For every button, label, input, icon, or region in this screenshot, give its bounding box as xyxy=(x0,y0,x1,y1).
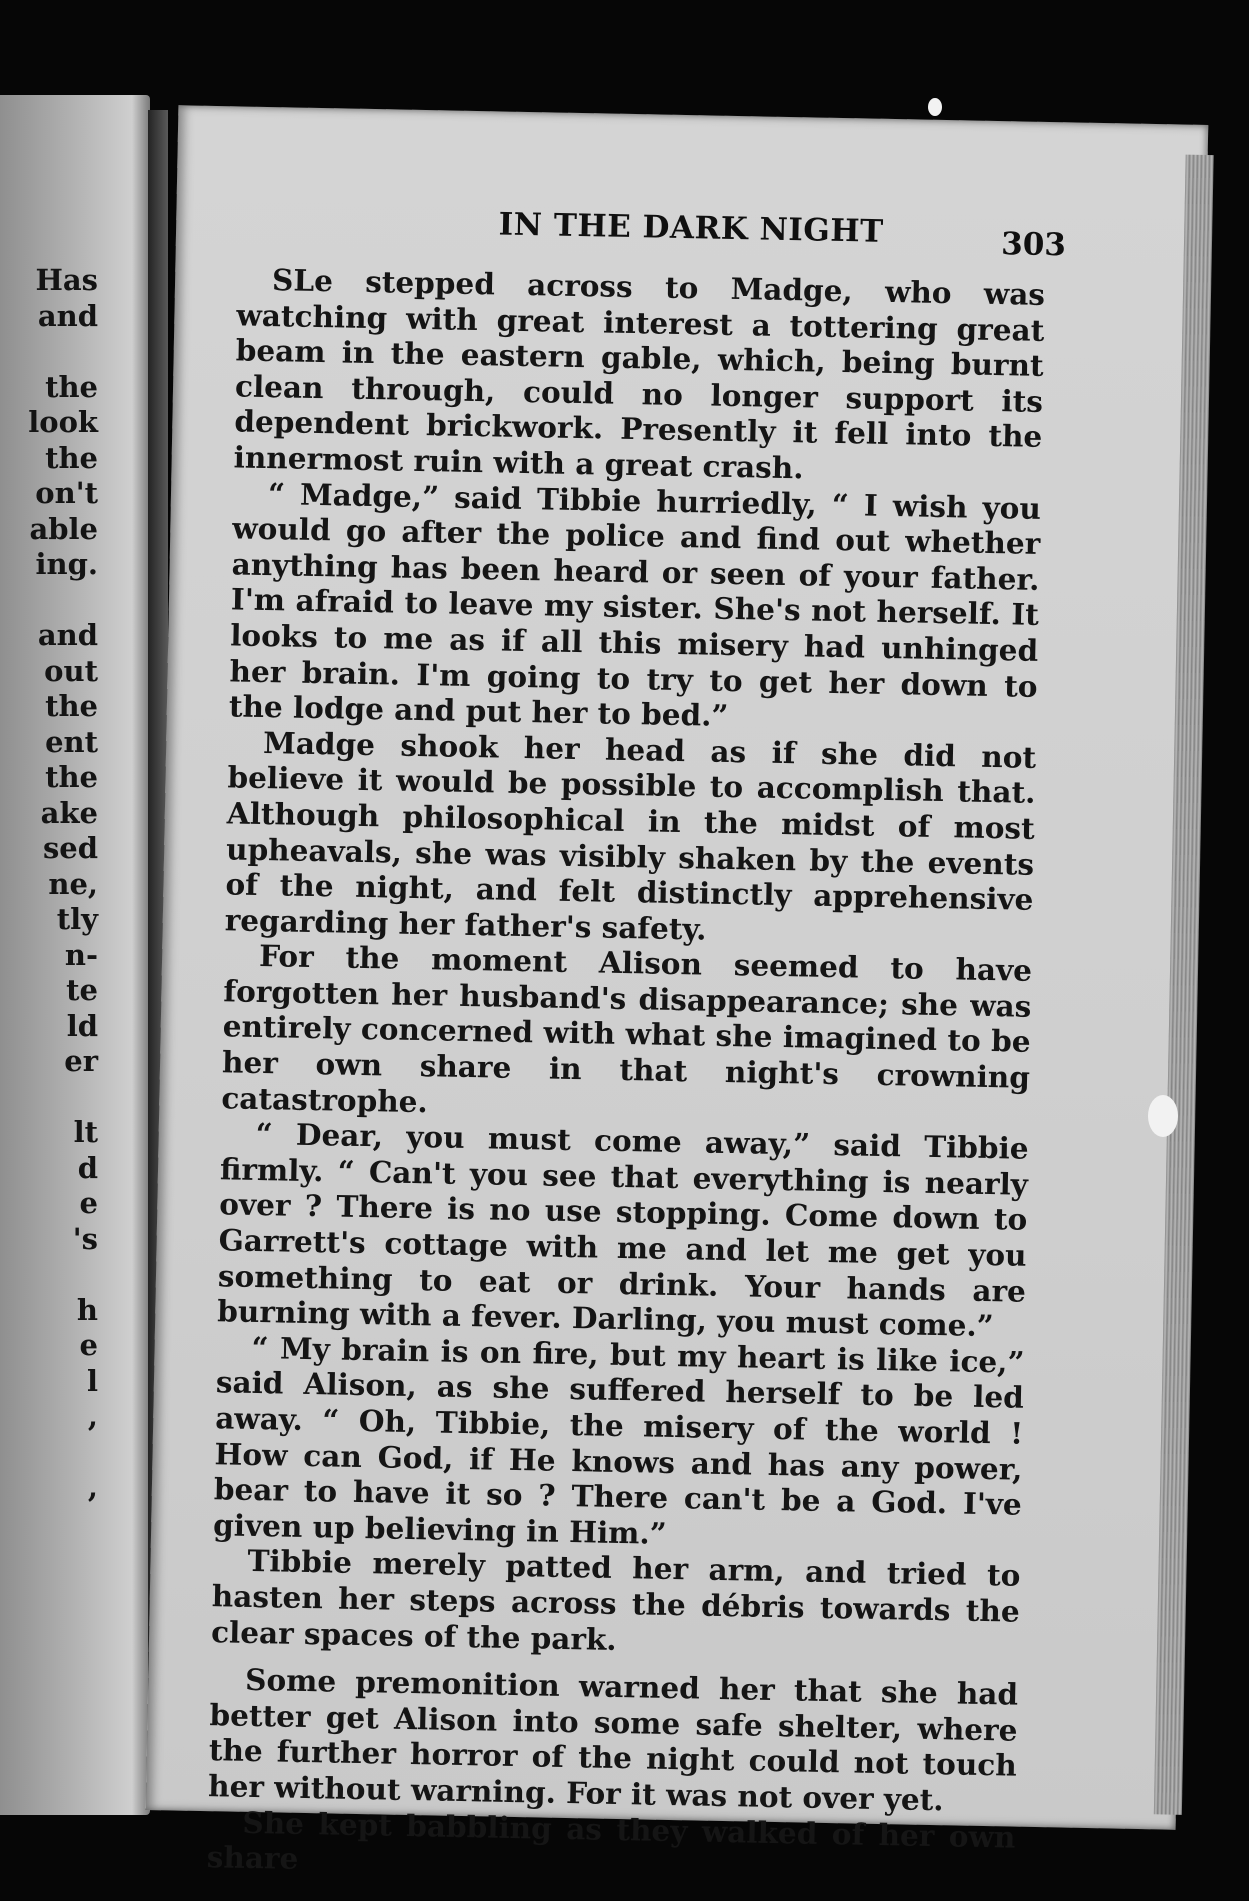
left-page-fragment: out xyxy=(44,653,98,688)
left-page-fragment: the xyxy=(45,369,98,404)
left-page-fragment xyxy=(28,1435,98,1471)
paragraph: “ My brain is on fire, but my heart is like ice,” said Alison, as she suffered herself to be led away. “ Oh, Tibbie, the misery of the world ! How can God, if He knows and has any power, bear to have it so ? There can't be a God. I've given up believing in Him.” xyxy=(212,1329,1025,1551)
left-page-fragment: , xyxy=(87,1399,98,1433)
left-page-fragment: h xyxy=(76,1292,98,1327)
paragraph: She kept babbling as they walked of her own share xyxy=(206,1804,1016,1877)
left-page-fragment: ing. xyxy=(35,547,98,581)
left-page-fragment xyxy=(28,334,98,370)
left-page-fragment: the xyxy=(45,440,98,475)
left-page-fragment: d xyxy=(77,1150,98,1185)
paragraph: For the moment Alison seemed to have forgotten her husband's disappearance; she was entirely concerned with what she imagined to be her own share in that night's crowning catastrophe. xyxy=(221,938,1033,1119)
left-page-fragment: on't xyxy=(35,476,98,510)
dust-spot xyxy=(1148,1095,1178,1137)
left-page-fragment: sed xyxy=(42,831,98,865)
left-page-fragment: the xyxy=(45,760,98,794)
left-page-fragment: te xyxy=(66,973,98,1007)
left-page xyxy=(0,95,150,1815)
page-edge xyxy=(1154,155,1214,1815)
left-page-fragment: ld xyxy=(66,1008,98,1043)
left-page-fragment: n- xyxy=(64,937,98,972)
left-page-fragments xyxy=(28,263,98,1506)
dust-spot xyxy=(928,98,942,116)
left-page-fragment: ne, xyxy=(48,866,98,901)
left-page-fragment: 's xyxy=(72,1221,98,1256)
paragraph: “ Madge,” said Tibbie hurriedly, “ I wish you would go after the police and find out whether anything has been heard or seen of your father. I'm afraid to leave my sister. She's not herself. It looks to me as if all this misery had unhinged her brain. I'm going to try to get her down to the lodge and put her to bed.” xyxy=(228,475,1042,734)
left-page-fragment: ent xyxy=(45,724,98,759)
left-page-fragment: e xyxy=(79,1328,98,1362)
paragraph: Some premonition warned her that she had better get Alison into some safe shelter, where the further horror of the night could not touch her without warning. For it was not over yet. xyxy=(207,1662,1019,1818)
left-page-fragment: and xyxy=(37,298,98,333)
paragraph: Tibbie merely patted her arm, and tried to hasten her steps across the débris towards the clear spaces of the park. xyxy=(210,1543,1021,1657)
left-page-fragment: , xyxy=(87,1470,98,1504)
left-page-fragment: e xyxy=(79,1186,98,1220)
left-page-fragment: Has xyxy=(35,263,98,297)
left-page-fragment: able xyxy=(29,511,98,546)
left-page-fragment: l xyxy=(86,1363,98,1398)
left-page-fragment: look xyxy=(28,405,98,439)
running-head: IN THE DARK NIGHT xyxy=(498,206,885,250)
left-page-fragment: ake xyxy=(40,795,98,830)
left-page-fragment: the xyxy=(45,689,98,723)
page-number: 303 xyxy=(1000,226,1067,264)
left-page-fragment: and xyxy=(37,618,98,652)
left-page-fragment: lt xyxy=(73,1115,98,1149)
paragraph: “ Dear, you must come away,” said Tibbie firmly. “ Can't you see that everything is nearly over ? There is no use stopping. Come down to Garrett's cottage with me and let me get you something to eat or drink. Your hands are burning with a fever. Darling, you must come.” xyxy=(216,1116,1029,1344)
body-text xyxy=(206,261,1045,1890)
paragraph: SLe stepped across to Madge, who was watching with great interest a tottering great beam in the eastern gable, which, being burnt clean through, could no longer support its dependent brickwork. Presently it fell into the innermost ruin with a great crash. xyxy=(233,262,1046,486)
left-page-fragment xyxy=(28,1080,98,1116)
left-page-fragment xyxy=(28,583,98,619)
left-page-fragment: er xyxy=(64,1044,98,1078)
left-page-fragment xyxy=(28,1257,98,1293)
paragraph: Madge shook her head as if she did not believe it would be possible to accomplish that. Although philosophical in the midst of most upheavals, she was visibly shaken by the events of the night, and felt distinctly apprehensive regarding her father's safety. xyxy=(224,724,1037,947)
left-page-fragment: tly xyxy=(56,902,98,936)
right-page xyxy=(146,105,1209,1877)
